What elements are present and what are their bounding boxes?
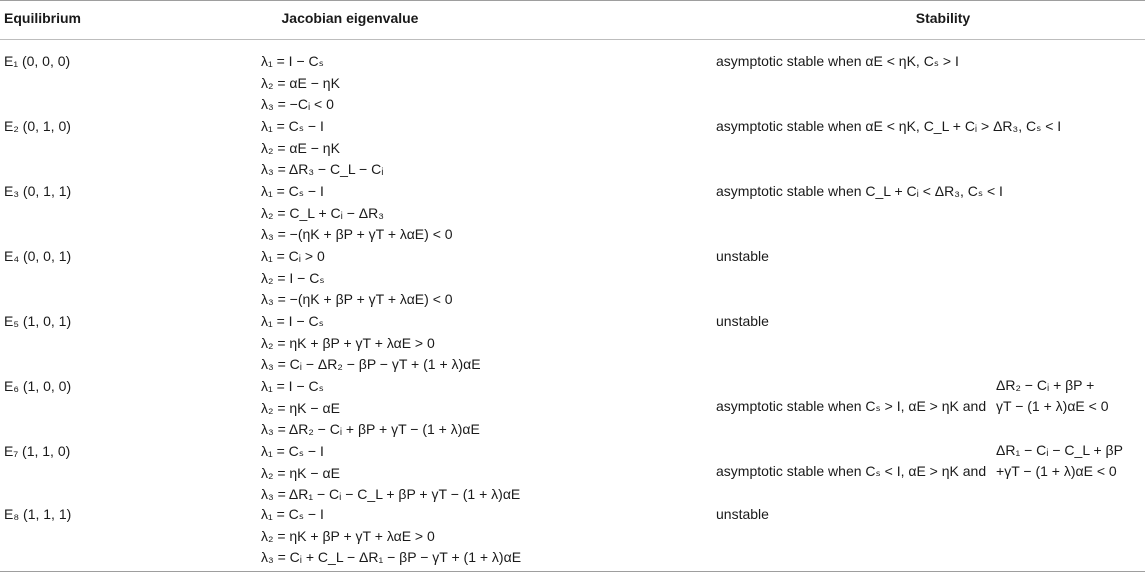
eigenvalue-cell [261, 504, 521, 569]
eigenvalue-line: λ₃ = ΔR₃ − C_L − Cᵢ [261, 161, 384, 177]
stability-condition-line: ΔR₂ − Cᵢ + βP + [996, 377, 1095, 393]
header-stability: Stability [915, 10, 971, 26]
eigenvalue-cell [261, 311, 481, 376]
eigenvalue-cell [261, 246, 453, 311]
equilibrium-cell: E₆ (1, 0, 0) [4, 378, 72, 394]
eigenvalue-line: λ₃ = Cᵢ − ΔR₂ − βP − γT + (1 + λ)αE [261, 356, 481, 372]
equilibrium-cell: E₃ (0, 1, 1) [4, 183, 72, 199]
eigenvalue-line: λ₃ = −(ηK + βP + γT + λαE) < 0 [261, 291, 453, 307]
table-bottom-rule [0, 571, 1145, 572]
eigenvalue-line: λ₂ = ηK + βP + γT + λαE > 0 [261, 527, 435, 544]
eigenvalue-line: λ₁ = Cₛ − I [261, 506, 324, 522]
equilibrium-cell: E₅ (1, 0, 1) [4, 313, 72, 329]
stability-cell: asymptotic stable when C_L + Cᵢ < ΔR₃, Cₛ < I [716, 183, 1003, 199]
stability-cell [716, 377, 1109, 428]
table-row [0, 376, 1145, 441]
eigenvalue-line: λ₂ = I − Cₛ [261, 269, 325, 286]
equilibrium-cell: E₇ (1, 1, 0) [4, 443, 71, 459]
equilibrium-cell: E₄ (0, 0, 1) [4, 248, 72, 264]
eigenvalue-line: λ₂ = ηK + βP + γT + λαE > 0 [261, 334, 435, 351]
eigenvalue-line: λ₁ = Cₛ − I [261, 118, 324, 134]
header-rule [0, 39, 1145, 40]
table-row [0, 311, 1145, 376]
header-equilibrium: Equilibrium [4, 10, 81, 26]
stability-condition [996, 375, 1109, 417]
eigenvalue-line: λ₁ = Cᵢ > 0 [261, 248, 325, 264]
eigenvalue-line: λ₁ = Cₛ − I [261, 183, 324, 199]
eigenvalue-line: λ₂ = ηK − αE [261, 399, 340, 416]
eigenvalue-line: λ₁ = I − Cₛ [261, 378, 324, 394]
eigenvalue-line: λ₁ = Cₛ − I [261, 443, 324, 459]
table-row [0, 504, 1145, 569]
stability-cell [716, 442, 1123, 493]
table-row [0, 51, 1145, 116]
table-row [0, 246, 1145, 311]
eigenvalue-line: λ₂ = αE − ηK [261, 139, 340, 156]
stability-cell: asymptotic stable when αE < ηK, C_L + Cᵢ > ΔR₃, Cₛ < I [716, 118, 1062, 134]
eigenvalue-line: λ₃ = ΔR₂ − Cᵢ + βP + γT − (1 + λ)αE [261, 421, 480, 437]
table-top-rule [0, 0, 1145, 1]
eigenvalue-cell [261, 376, 480, 441]
stability-condition-line: +γT − (1 + λ)αE < 0 [996, 463, 1117, 479]
eigenvalue-line: λ₃ = ΔR₁ − Cᵢ − C_L + βP + γT − (1 + λ)αE [261, 486, 521, 502]
stability-text: asymptotic stable when Cₛ > I, αE > ηK and [716, 397, 987, 414]
equilibrium-cell: E₈ (1, 1, 1) [4, 506, 72, 522]
stability-cell: unstable [716, 506, 769, 522]
eigenvalue-cell [261, 181, 453, 246]
table-row [0, 116, 1145, 181]
eigenvalue-line: λ₃ = −(ηK + βP + γT + λαE) < 0 [261, 226, 453, 242]
eigenvalue-line: λ₂ = αE − ηK [261, 74, 340, 91]
stability-condition [996, 440, 1123, 482]
eigenvalue-line: λ₁ = I − Cₛ [261, 313, 324, 329]
stability-cell: asymptotic stable when αE < ηK, Cₛ > I [716, 53, 959, 69]
eigenvalue-cell [261, 51, 340, 116]
header-jacobian: Jacobian eigenvalue [281, 10, 419, 26]
equilibrium-cell: E₂ (0, 1, 0) [4, 118, 71, 134]
equilibrium-cell: E₁ (0, 0, 0) [4, 53, 71, 69]
eigenvalue-line: λ₁ = I − Cₛ [261, 53, 324, 69]
stability-cell: unstable [716, 313, 769, 329]
eigenvalue-line: λ₃ = −Cᵢ < 0 [261, 96, 334, 112]
eigenvalue-cell [261, 116, 383, 181]
stability-cell: unstable [716, 248, 769, 264]
stability-condition-line: γT − (1 + λ)αE < 0 [996, 398, 1109, 414]
eigenvalue-cell [261, 441, 520, 506]
table-row [0, 181, 1145, 246]
eigenvalue-line: λ₂ = ηK − αE [261, 464, 340, 481]
eigenvalue-line: λ₂ = C_L + Cᵢ − ΔR₃ [261, 204, 384, 221]
stability-condition-line: ΔR₁ − Cᵢ − C_L + βP [996, 442, 1123, 458]
eigenvalue-line: λ₃ = Cᵢ + C_L − ΔR₁ − βP − γT + (1 + λ)αE [261, 549, 522, 565]
stability-text: asymptotic stable when Cₛ < I, αE > ηK and [716, 462, 987, 479]
table-row [0, 441, 1145, 506]
